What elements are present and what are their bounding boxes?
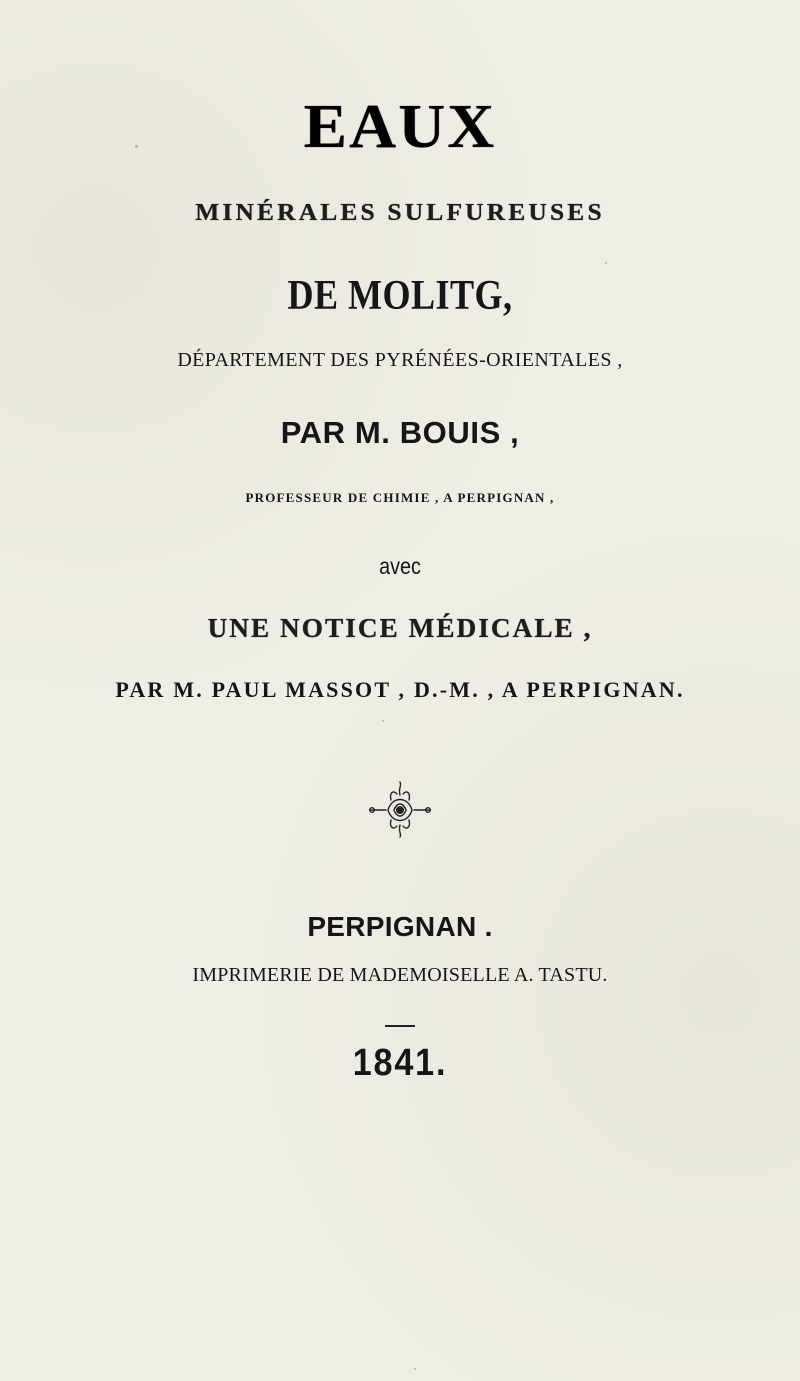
notice-title: UNE NOTICE MÉDICALE , [207,613,593,643]
author-line: PAR M. BOUIS , [280,415,520,450]
place-title: DE MOLITG, [287,273,513,319]
printer-city: PERPIGNAN . [307,911,493,942]
department-line: DÉPARTEMENT DES PYRÉNÉES-ORIENTALES , [177,349,623,371]
divider-rule [385,1025,415,1027]
printer-name: IMPRIMERIE DE MADEMOISELLE A. TASTU. [192,964,608,986]
main-title [0,92,800,162]
floral-ornament-icon [360,778,440,838]
title-text: EAUX [303,93,497,161]
paper-speck [414,1368,416,1370]
subtitle: MINÉRALES SULFUREUSES [195,200,605,226]
author-position: PROFESSEUR DE CHIMIE , A PERPIGNAN , [245,490,555,505]
paper-speck [605,262,607,264]
avec-text: avec [379,553,421,579]
paper-speck [382,720,384,722]
paper-speck [135,145,138,148]
publication-year: 1841. [352,1042,448,1084]
contributor-line: PAR M. PAUL MASSOT , D.-M. , A PERPIGNAN. [115,677,685,702]
